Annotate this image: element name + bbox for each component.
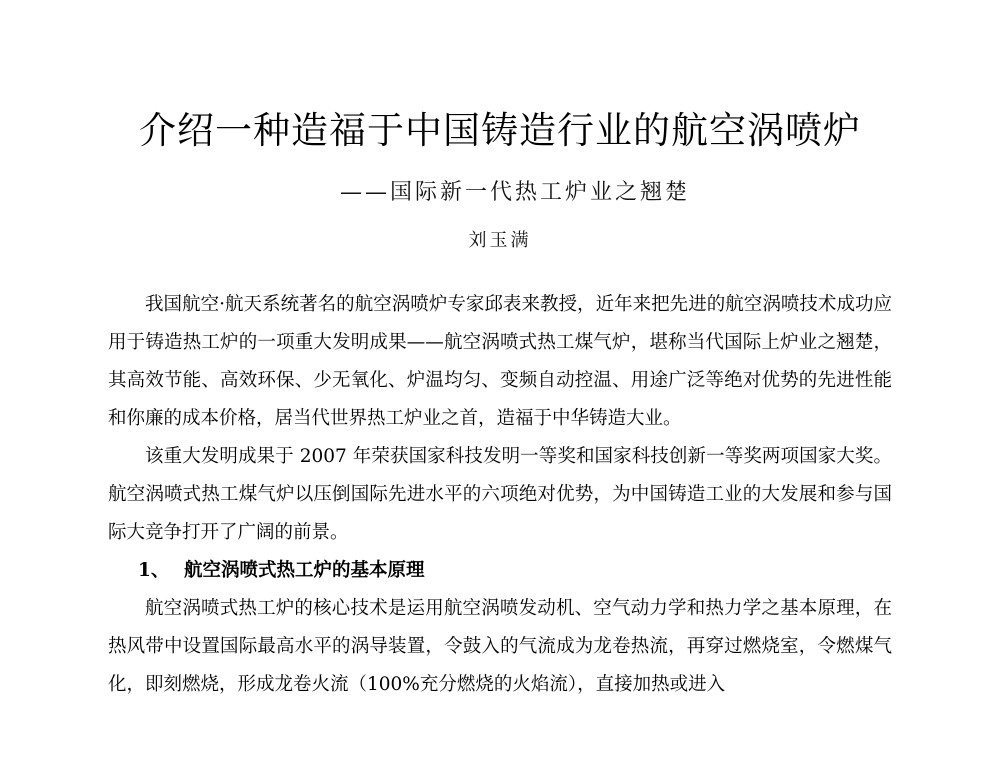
document-subtitle: ——国际新一代热工炉业之翘楚 — [340, 180, 691, 205]
paragraph-1: 我国航空·航天系统著名的航空涡喷炉专家邱表来教授，近年来把先进的航空涡喷技术成功应用于铸造热工炉的一项重大发明成果——航空涡喷式热工煤气炉，堪称当代国际上炉业之翘楚，其高效节能、高效环保、少无氧化、炉温均匀、变频自动控温、用途广泛等绝对优势的先进性能和你廉的成本价格，居当代世界热工炉业之首，造福于中华铸造大业。 — [108, 294, 892, 429]
section-paragraph: 航空涡喷式热工炉的核心技术是运用航空涡喷发动机、空气动力学和热力学之基本原理，在热风带中设置国际最高水平的涡导装置，令鼓入的气流成为龙卷热流，再穿过燃烧室，令燃煤气化，即刻燃烧，形成龙卷火流（100%充分燃烧的火焰流），直接加热或进入 — [108, 598, 892, 695]
section-heading — [108, 552, 892, 590]
paragraph-2: 该重大发明成果于 2007 年荣获国家科技发明一等奖和国家科技创新一等奖两项国家大奖。航空涡喷式热工煤气炉以压倒国际先进水平的六项绝对优势，为中国铸造工业的大发展和参与国际大竞争打开了广阔的前景。 — [108, 446, 892, 543]
document-title: 介绍一种造福于中国铸造行业的航空涡喷炉 — [139, 109, 861, 152]
author-name: 刘玉满 — [468, 230, 532, 251]
section-number: 1、 — [138, 560, 170, 581]
section-title: 航空涡喷式热工炉的基本原理 — [184, 560, 425, 581]
document-body — [108, 286, 892, 704]
